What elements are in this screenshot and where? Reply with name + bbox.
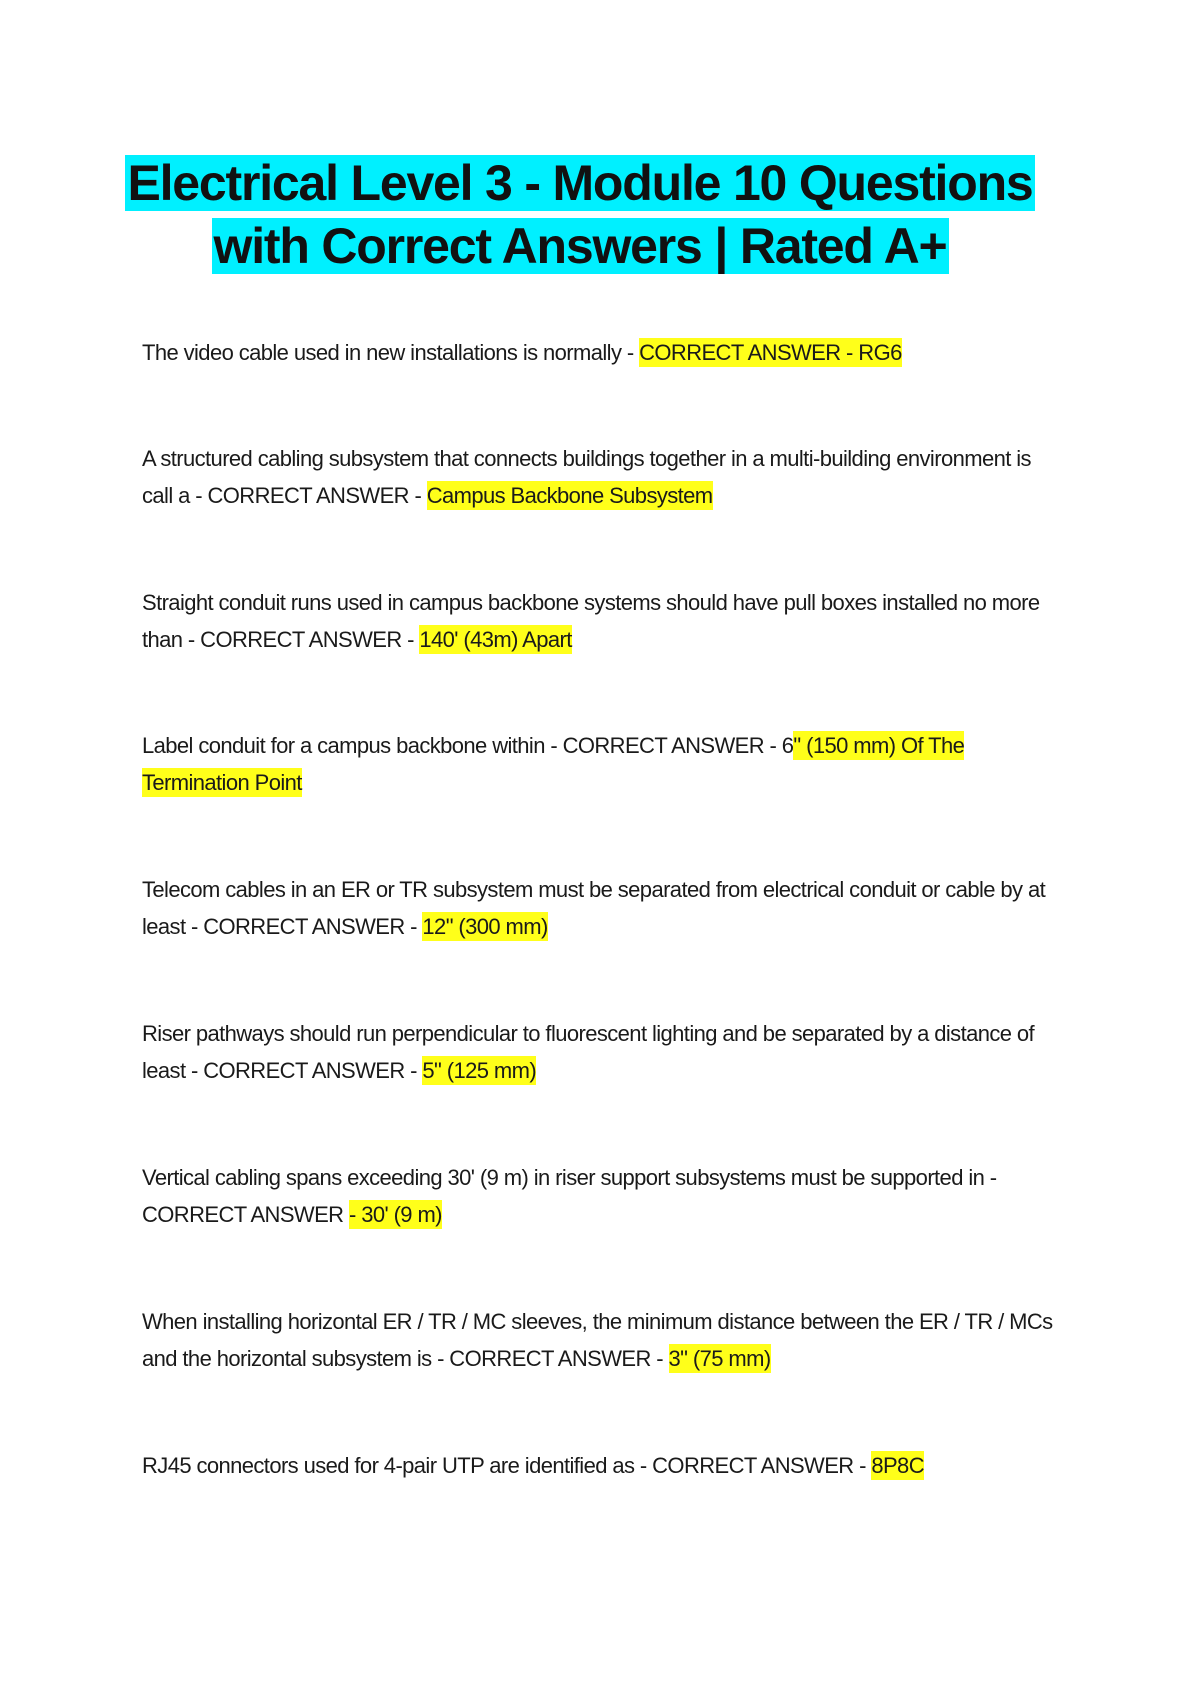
qa-item-2 xyxy=(142,440,1062,514)
qa-item-8 xyxy=(142,1303,1062,1377)
answer-text: 5" (125 mm) xyxy=(422,1058,537,1083)
answer-text: 12" (300 mm) xyxy=(422,914,548,939)
qa-item-7 xyxy=(142,1159,1062,1233)
question-text: A structured cabling subsystem that connects buildings together in a multi-building environment is call a - CORRECT ANSWER - xyxy=(142,446,1031,508)
question-text: Label conduit for a campus backbone within - CORRECT ANSWER - 6 xyxy=(142,733,794,758)
qa-item-1 xyxy=(142,334,1062,371)
title-text: Electrical Level 3 - Module 10 Questions with Correct Answers | Rated A+ xyxy=(127,155,1033,274)
answer-text: - 30' (9 m) xyxy=(348,1202,442,1227)
answer-text: 3" (75 mm) xyxy=(668,1346,771,1371)
question-text: The video cable used in new installations is normally - xyxy=(142,340,640,365)
question-text: Vertical cabling spans exceeding 30' (9 m) in riser support subsystems must be supported in - CORRECT ANSWER xyxy=(142,1165,997,1227)
question-text: Telecom cables in an ER or TR subsystem must be separated from electrical conduit or cable by at least - CORRECT ANSWER - xyxy=(142,877,1046,939)
qa-item-3 xyxy=(142,584,1062,658)
answer-text: 8P8C xyxy=(871,1453,924,1478)
qa-item-5 xyxy=(142,871,1062,945)
qa-item-4 xyxy=(142,727,1062,801)
question-text: RJ45 connectors used for 4-pair UTP are identified as - CORRECT ANSWER - xyxy=(142,1453,872,1478)
question-text: Straight conduit runs used in campus backbone systems should have pull boxes installed no more than - CORRECT ANSWER - xyxy=(142,590,1040,652)
answer-text: 140' (43m) Apart xyxy=(419,627,572,652)
answer-text: " (150 mm) Of The Termination Point xyxy=(142,733,965,795)
document-title xyxy=(120,152,1040,278)
qa-item-6 xyxy=(142,1015,1062,1089)
question-text: Riser pathways should run perpendicular to fluorescent lighting and be separated by a distance of least - CORRECT ANSWER - xyxy=(142,1021,1035,1083)
qa-item-9 xyxy=(142,1447,1062,1484)
question-text: When installing horizontal ER / TR / MC sleeves, the minimum distance between the ER / TR / MCs and the horizontal subsystem is - CORRECT ANSWER - xyxy=(142,1309,1053,1371)
answer-text: Campus Backbone Subsystem xyxy=(426,483,713,508)
answer-text: CORRECT ANSWER - RG6 xyxy=(639,340,902,365)
